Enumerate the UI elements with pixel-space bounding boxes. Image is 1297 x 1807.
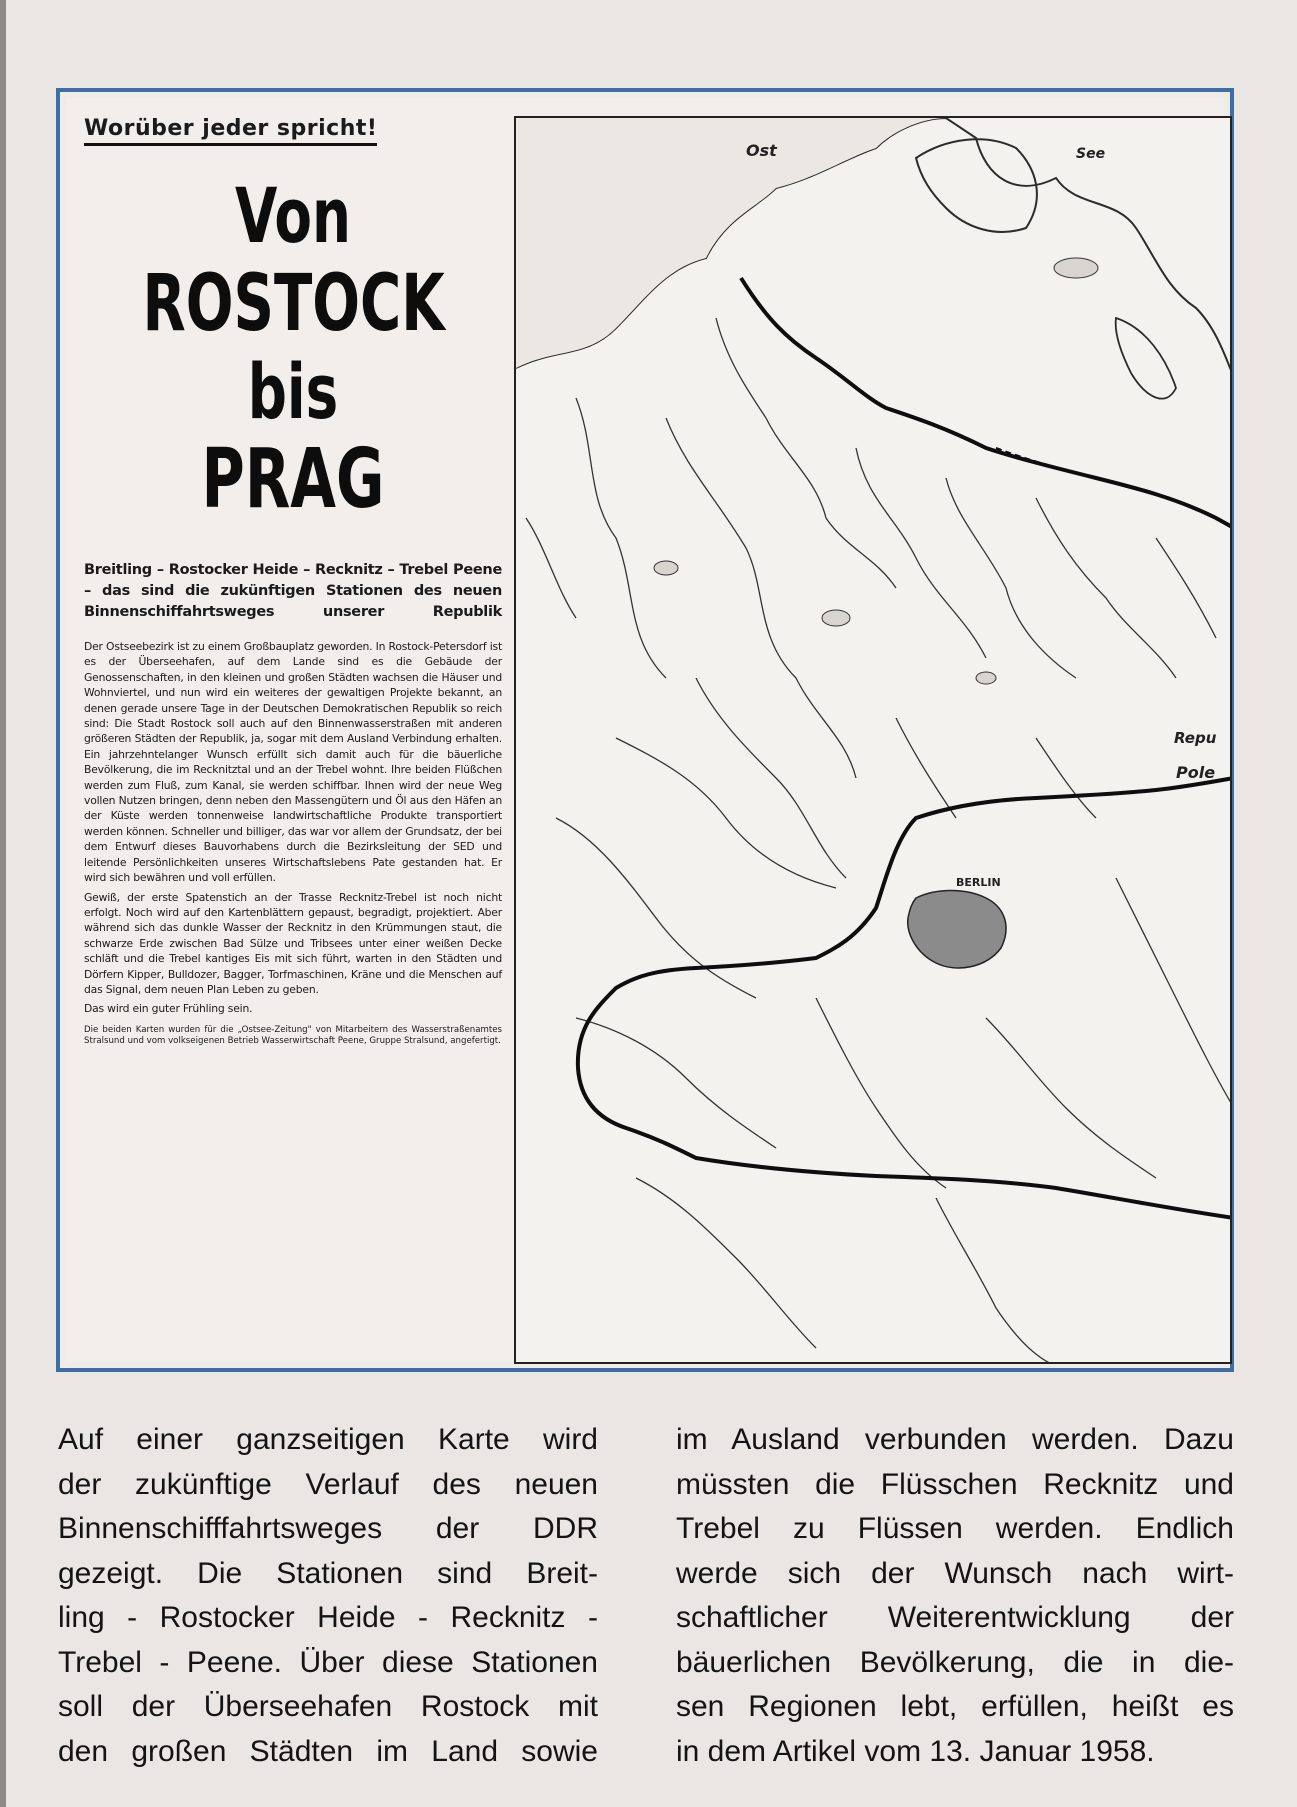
article-subhead: Breitling – Rostocker Heide – Recknitz – Trebel Peene – das sind die zukünftigen Stationen des neuen Binnenschiffahrtsweges unserer Republik [84,562,502,620]
article-column [84,116,502,1356]
caption-line: bäuerlichen Bevölkerung, die in die- [676,1645,1234,1679]
article-headline [84,171,502,527]
article-paragraph: Das wird ein guter Frühling sein. [84,1002,253,1016]
caption-right-column [676,1418,1234,1774]
map-drawing [516,118,1232,1364]
article-body [84,639,502,1017]
rivers [526,318,1232,1364]
caption-line: Binnenschifffahrtsweges der DDR [58,1512,598,1545]
caption-line: soll der Überseehafen Rostock mit [58,1690,598,1723]
headline-line: bis [247,347,339,436]
island-usedom [1116,318,1176,399]
lakes [654,258,1098,684]
map-label-pole: Pole [1176,763,1216,782]
article-footnote: Die beiden Karten wurden für die „Ostsee-Zeitung" von Mitarbeitern des Wasserstraßenamtes Stralsund und vom volkseigenen Betrieb Wasserwirtschaft Peene, Gruppe Stralsund, angefertigt. [84,1024,502,1047]
article-paragraph: Der Ostseebezirk ist zu einem Großbauplatz geworden. In Rostock-Petersdorf ist es der Überseehafen, auf dem Lande sind es die Gebäude der Genossenschaften, in den kleinen und großen Städten wachsen die Häuser und Wohnviertel, und nun wird ein weiteres der gewaltigen Projekte bekannt, an denen gerade unsere Tage in der Deutschen Demokratischen Republik so reich sind: Die Stadt Rostock soll auch auf den Binnenwasserstraßen mit anderen größeren Städten der Republik, ja, sogar mit dem Ausland Verbindung erhalten. Ein jahrzehntelanger Wunsch erfüllt sich damit auch für die bäuerliche Bevölkerung, die im Recknitztal und an der Trebel wohnt. Ihre beiden Flüßchen werden zum Fluß, zum Kanal, sie werden schiffbar. Ihnen wird der neue Weg vollen Nutzen bringen, denn neben den Massengütern und Öl aus den Häfen an der Küste werden tonnenweise landwirtschaftliche Produkte transportiert werden können. Schneller und billiger, das war vor allem der Grundsatz, der bei dem Entwurf dieses Bauvorhabens durch die Bezirksleitung der SED und leitende Persönlichkeiten unseres Wirtschaftslebens Pate gestanden hat. Er wird sich bewähren und voll erfüllen. [84,640,502,885]
page-edge [0,0,6,1807]
planned-waterway-route [578,278,1232,1218]
headline-line: Von [235,171,351,260]
caption-line: den großen Städten im Land sowie [58,1734,598,1768]
caption-left-column [58,1418,598,1774]
article-paragraph: Gewiß, der erste Spatenstich an der Trasse Recknitz-Trebel ist noch nicht erfolgt. Noch wird auf den Kartenblättern gepaust, begradigt, projektiert. Aber während sich das dunkle Wasser der Recknitz in den Krümmungen staut, die schwarze Erde zwischen Bad Sülze und Tribsees unter einer weißen Decke schläft und die Trebel kantiges Eis mit sich führt, warten in den Städten und Dörfern Kipper, Bulldozer, Bagger, Torfmaschinen, Kräne und die Menschen auf das Signal, dem neuen Plan Leben zu geben. [84,890,502,996]
map-label-see: See [1076,146,1106,162]
headline-line: ROSTOCK [142,259,445,349]
caption-line: schaftlicher Weiterentwicklung der [676,1601,1234,1634]
sea-area [516,118,946,368]
caption-line: in dem Artikel vom 13. Januar 1958. [676,1734,1155,1768]
berlin-area [908,891,1006,969]
caption-line: im Ausland verbunden werden. Dazu [676,1423,1234,1456]
caption-line: Trebel zu Flüssen werden. Endlich [676,1512,1234,1545]
caption-line: Trebel - Peene. Über diese Stationen [58,1645,598,1679]
caption-line: müssten die Flüsschen Recknitz und [676,1467,1234,1501]
caption-line: gezeigt. Die Stationen sind Breit- [58,1556,598,1590]
article-kicker: Worüber jeder spricht! [84,116,377,146]
caption-line: ling - Rostocker Heide - Recknitz - [58,1601,598,1634]
headline-line: PRAG [201,432,385,527]
waterway-map [514,116,1232,1364]
caption-line: der zukünftige Verlauf des neuen [58,1467,598,1501]
map-label-repu: Repu [1174,729,1217,747]
caption-line: Auf einer ganzseitigen Karte wird [58,1423,598,1456]
map-label-berlin: BERLIN [956,876,1001,889]
map-label-ost: Ost [746,141,777,160]
newspaper-clipping [56,88,1234,1372]
clipping-paper [66,98,1224,1362]
caption-line: sen Regionen lebt, erfüllen, heißt es [676,1690,1234,1723]
caption-line: werde sich der Wunsch nach wirt- [676,1556,1234,1590]
